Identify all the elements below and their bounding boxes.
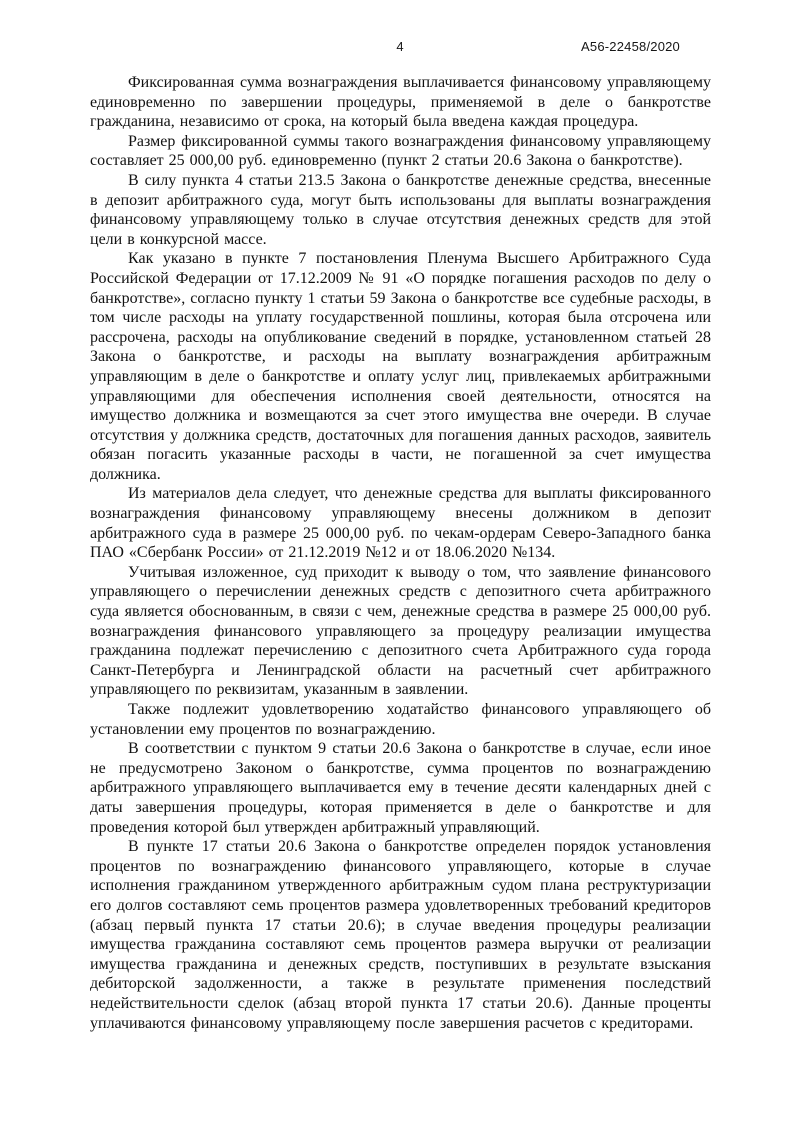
paragraph: Размер фиксированной суммы такого вознаграждения финансовому управляющему составляет 25 000,00 руб. единовременно (пункт 2 статьи 20.6 Закона о банкротстве). (90, 132, 711, 170)
paragraph: Учитывая изложенное, суд приходит к выводу о том, что заявление финансового управляющего о перечислении денежных средств с депозитного счета арбитражного суда является обоснованным, в связи с чем, денежные средства в размере 25 000,00 руб. вознаграждения финансового управляющего за процедуру реализации имущества гражданина подлежат перечислению с депозитного счета Арбитражного суда города Санкт-Петербурга и Ленинградской области на расчетный счет арбитражного управляющего по реквизитам, указанным в заявлении. (90, 563, 711, 699)
case-number: А56-22458/2020 (581, 39, 680, 54)
paragraph: Как указано в пункте 7 постановления Пленума Высшего Арбитражного Суда Российской Федерации от 17.12.2009 № 91 «О порядке погашения расходов по делу о банкротстве», согласно пункту 1 статьи 59 Закона о банкротстве все судебные расходы, в том числе расходы на уплату государственной пошлины, которая была отсрочена или рассрочена, расходы на опубликование сведений в порядке, установленном статьей 28 Закона о банкротстве, и расходы на выплату вознаграждения арбитражным управляющим в деле о банкротстве и оплату услуг лиц, привлекаемых арбитражными управляющими для обеспечения исполнения своей деятельности, относятся на имущество должника и возмещаются за счет этого имущества вне очереди. В случае отсутствия у должника средств, достаточных для погашения данных расходов, заявитель обязан погасить указанные расходы в части, не погашенной за счет имущества должника. (90, 250, 711, 483)
paragraph: Также подлежит удовлетворению ходатайство финансового управляющего об установлении ему процентов по вознаграждению. (90, 701, 711, 738)
paragraph: В соответствии с пунктом 9 статьи 20.6 Закона о банкротстве в случае, если иное не предусмотрено Законом о банкротстве, сумма процентов по вознаграждению арбитражного управляющего выплачивается ему в течение десяти календарных дней с даты завершения процедуры, которая применяется в деле о банкротстве и для проведения которой был утвержден арбитражный управляющий. (90, 740, 711, 836)
paragraph: В силу пункта 4 статьи 213.5 Закона о банкротстве денежные средства, внесенные в депозит арбитражного суда, могут быть использованы для выплаты вознаграждения финансовому управляющему только в случае отсутствия денежных средств для этой цели в конкурсной массе. (90, 171, 711, 248)
document-body (90, 73, 711, 1033)
page-header (90, 39, 710, 57)
page-number: 4 (396, 39, 404, 54)
paragraph: В пункте 17 статьи 20.6 Закона о банкротстве определен порядок установления процентов по вознаграждению финансового управляющего, которые в случае исполнения гражданином утвержденного арбитражным судом плана реструктуризации его долгов составляют семь процентов размера удовлетворенных требований кредиторов (абзац первый пункта 17 статьи 20.6); в случае введения процедуры реализации имущества гражданина составляют семь процентов размера выручки от реализации имущества гражданина и денежных средств, поступивших в результате взыскания дебиторской задолженности, а также в результате применения последствий недействительности сделок (абзац второй пункта 17 статьи 20.6). Данные проценты уплачиваются финансовому управляющему после завершения расчетов с кредиторами. (90, 838, 711, 1032)
paragraph: Из материалов дела следует, что денежные средства для выплаты фиксированного вознаграждения финансовому управляющему внесены должником в депозит арбитражного суда в размере 25 000,00 руб. по чекам-ордерам Северо-Западного банка ПАО «Сбербанк России» от 21.12.2019 №12 и от 18.06.2020 №134. (90, 485, 711, 562)
paragraph: Фиксированная сумма вознаграждения выплачивается финансовому управляющему единовременно по завершении процедуры, применяемой в деле о банкротстве гражданина, независимо от срока, на который была введена каждая процедура. (90, 74, 711, 131)
